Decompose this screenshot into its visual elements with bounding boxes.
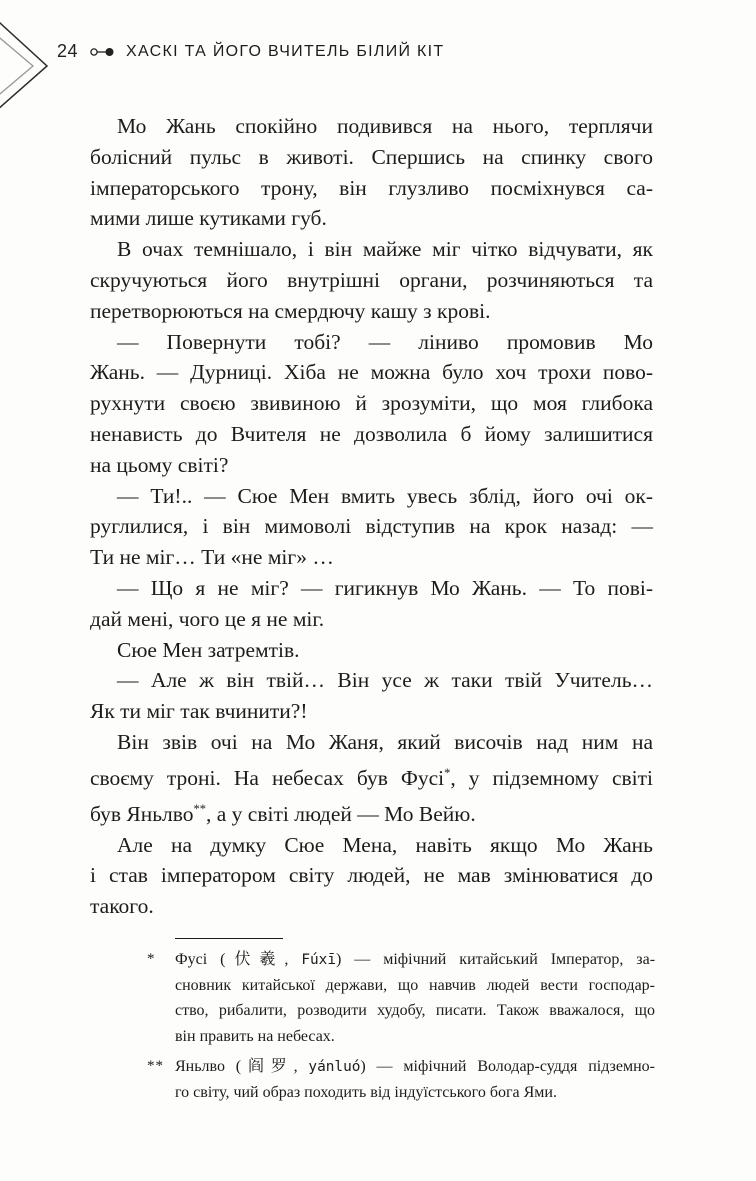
text-line bbox=[175, 1080, 655, 1105]
text-line bbox=[90, 891, 653, 922]
text-line bbox=[90, 419, 653, 450]
text-run: болісний пульс в животі. Спершись на спинку свого bbox=[90, 144, 653, 169]
pinyin-text: Fúxī bbox=[301, 952, 336, 968]
text-run: рухнути своєю звивиною й зрозуміти, що моя глибока bbox=[90, 391, 653, 416]
text-run: Мо Жань спокійно подивився на нього, терплячи bbox=[117, 114, 653, 138]
text-line bbox=[90, 142, 653, 173]
text-line bbox=[90, 542, 653, 573]
text-line bbox=[90, 830, 653, 861]
running-title: ХАСКІ ТА ЙОГО ВЧИТЕЛЬ БІЛИЙ КІТ bbox=[126, 42, 445, 60]
footnote-reference-mark: ** bbox=[193, 801, 207, 816]
text-run: Фусі ( bbox=[175, 951, 226, 968]
corner-chevron-decoration bbox=[0, 4, 64, 122]
paragraph bbox=[90, 635, 653, 666]
text-line bbox=[90, 794, 653, 830]
text-run: го світу, чий образ походить від індуїстського бога Ями. bbox=[175, 1084, 557, 1102]
text-line bbox=[175, 998, 655, 1023]
text-line bbox=[90, 173, 653, 204]
text-line bbox=[175, 946, 655, 973]
text-run: Але на думку Сюе Мена, навіть якщо Мо Жань bbox=[117, 832, 653, 857]
chinese-characters: 阎罗 bbox=[241, 1055, 294, 1075]
text-line bbox=[90, 203, 653, 234]
text-run: він править на небесах. bbox=[175, 1027, 335, 1045]
text-line bbox=[90, 635, 653, 666]
text-line bbox=[90, 604, 653, 635]
text-run: Яньлво ( bbox=[175, 1057, 242, 1075]
text-line bbox=[90, 860, 653, 891]
text-run: імператорського трону, він глузливо посміхнувся са- bbox=[90, 175, 653, 200]
text-line bbox=[90, 450, 653, 481]
text-line bbox=[90, 758, 653, 794]
text-line bbox=[175, 973, 655, 998]
text-run: ) — міфічний Володар-суддя підземно- bbox=[360, 1057, 655, 1075]
pinyin-text: yánluó bbox=[308, 1058, 361, 1075]
text-run: ство, рибалити, розводити худобу, писати. Також вважалося, що bbox=[175, 1002, 655, 1020]
page-number: 24 bbox=[57, 41, 79, 61]
paragraph bbox=[90, 111, 653, 234]
text-run: — Що я не міг? — гигикнув Мо Жань. — То пові- bbox=[117, 575, 653, 600]
text-run: перетворюються на смердючу кашу з крові. bbox=[90, 298, 491, 323]
text-line bbox=[90, 388, 653, 419]
text-run: В очах темнішало, і він майже міг чітко відчувати, як bbox=[117, 237, 653, 262]
text-run: був Яньлво bbox=[90, 801, 194, 826]
text-run: і став імператором світу людей, не мав змінюватися до bbox=[90, 863, 653, 888]
text-run: , bbox=[284, 951, 302, 968]
text-line bbox=[90, 481, 653, 512]
text-run: , bbox=[293, 1057, 309, 1075]
text-line bbox=[90, 511, 653, 542]
text-run: сновник китайської держави, що навчив людей вести господар- bbox=[175, 977, 655, 995]
paragraph bbox=[90, 481, 653, 573]
text-run: Як ти міг так вчинити?! bbox=[90, 699, 308, 724]
paragraph bbox=[90, 327, 653, 481]
text-run: руглилися, і він мимоволі відступив на крок назад: — bbox=[90, 514, 653, 539]
paragraph bbox=[90, 234, 653, 326]
text-run: такого. bbox=[90, 894, 154, 919]
footnote-marker: ** bbox=[147, 1057, 164, 1074]
footnotes-section bbox=[145, 938, 655, 1105]
text-run: Ти не міг… Ти «не міг» … bbox=[90, 545, 334, 570]
text-line bbox=[90, 234, 653, 265]
footnote bbox=[145, 946, 655, 1049]
text-run: Сюе Мен затремтів. bbox=[117, 637, 300, 662]
footnote-separator-rule bbox=[175, 938, 283, 939]
text-run: скручуються його внутрішні органи, розчиняються та bbox=[90, 267, 653, 292]
chevron-outer-line bbox=[0, 12, 47, 118]
text-run: ненависть до Вчителя не дозволила б йому залишитися bbox=[90, 421, 653, 446]
text-line bbox=[175, 1053, 655, 1080]
text-run: Жань. — Дурниці. Хіба не можна було хоч трохи пово- bbox=[90, 360, 653, 385]
footnote bbox=[145, 1053, 655, 1105]
text-line bbox=[90, 265, 653, 296]
text-run: , у підземному світі bbox=[450, 765, 653, 790]
chinese-characters: 伏羲 bbox=[225, 949, 285, 968]
paragraph bbox=[90, 665, 653, 727]
text-line bbox=[175, 1024, 655, 1049]
text-line bbox=[90, 573, 653, 604]
text-line bbox=[90, 327, 653, 358]
text-run: своєму троні. На небесах був Фусі bbox=[90, 765, 445, 790]
text-line bbox=[90, 665, 653, 696]
footnote-reference-mark: * bbox=[444, 765, 451, 780]
text-run: на цьому світі? bbox=[90, 452, 229, 477]
text-run: мими лише кутиками губ. bbox=[90, 206, 327, 231]
running-header bbox=[57, 41, 445, 62]
text-line bbox=[90, 727, 653, 758]
text-run: Він звів очі на Мо Жаня, який височів над ним на bbox=[117, 729, 653, 754]
paragraph bbox=[90, 830, 653, 922]
text-run: — Ти!.. — Сюе Мен вмить увесь зблід, його очі ок- bbox=[117, 483, 653, 508]
paragraph bbox=[90, 573, 653, 635]
text-line bbox=[90, 696, 653, 727]
text-run: — Але ж він твій… Він усе ж таки твій Учитель… bbox=[117, 668, 653, 693]
footnote-marker: * bbox=[147, 951, 156, 967]
text-run: ) — міфічний китайський Імператор, за- bbox=[335, 951, 656, 968]
body-text-block bbox=[90, 111, 653, 922]
paragraph bbox=[90, 727, 653, 830]
text-line bbox=[90, 357, 653, 388]
text-run: , а у світі людей — Мо Вейю. bbox=[206, 801, 476, 826]
text-line bbox=[90, 111, 653, 142]
circle-dash-dot-icon bbox=[89, 45, 115, 59]
text-run: — Повернути тобі? — ліниво промовив Мо bbox=[117, 329, 653, 354]
footnote-list bbox=[145, 946, 655, 1105]
text-run: дай мені, чого це я не міг. bbox=[90, 606, 325, 631]
text-line bbox=[90, 296, 653, 327]
